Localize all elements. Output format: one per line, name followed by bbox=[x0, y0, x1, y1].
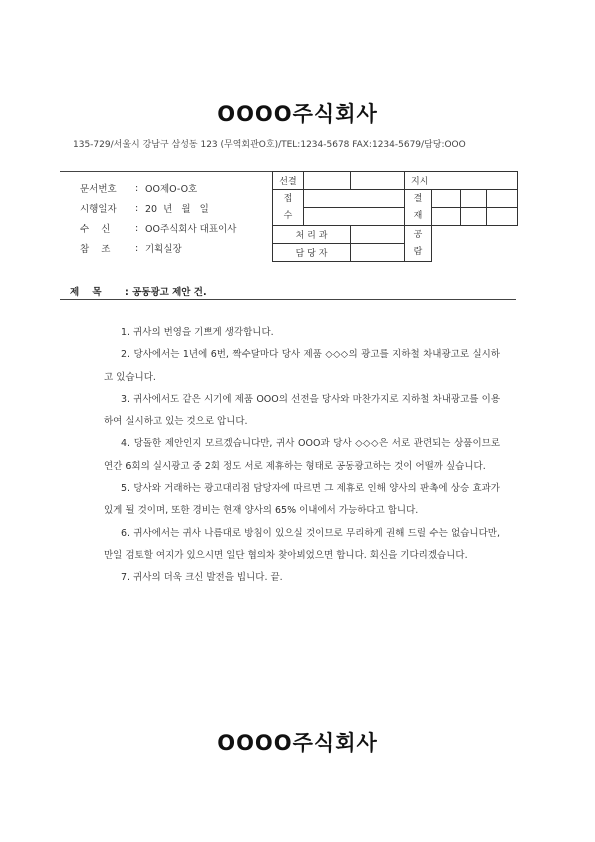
body-paragraph: 6. 귀사에서는 귀사 나름대로 방침이 있으실 것이므로 무리하게 권해 드릴 수는 없습니다만, 만일 검토할 여지가 있으시면 일단 협의차 찾아뵈었으면 합니다. 회신을 기다리겠습니다. bbox=[104, 527, 500, 561]
approval-cell bbox=[351, 226, 405, 244]
approval-cell bbox=[304, 208, 405, 226]
meta-label: 시행일자 bbox=[80, 204, 117, 215]
meta-label: 문서번호 bbox=[80, 184, 117, 195]
meta-row-issue-date bbox=[80, 198, 236, 218]
approval-seongyeol: 선결 bbox=[273, 172, 304, 190]
meta-separator: : bbox=[135, 242, 139, 254]
approval-cell bbox=[487, 190, 518, 208]
body-paragraph: 5. 당사와 거래하는 광고대리점 담당자에 따르면 그 제휴로 인해 양사의 판촉에 상승 효과가 있게 될 것이며, 또한 경비는 현재 양사의 65% 이내에서 가능하다고 합니다. bbox=[104, 483, 500, 517]
approval-siji: 지시 bbox=[405, 172, 518, 190]
approval-gongram bbox=[405, 226, 432, 262]
meta-row-recipient bbox=[80, 218, 236, 238]
approval-cell bbox=[304, 172, 351, 190]
approval-cell bbox=[432, 208, 461, 226]
approval-cell bbox=[432, 244, 518, 262]
meta-separator: : bbox=[135, 202, 139, 214]
subject-separator: : bbox=[125, 287, 133, 298]
body-paragraph: 1. 귀사의 번영을 기쁘게 생각합니다. bbox=[121, 327, 274, 338]
approval-cell bbox=[351, 244, 405, 262]
approval-gyeoljae bbox=[405, 190, 432, 226]
approval-jeopsu bbox=[273, 190, 304, 226]
meta-value: 기획실장 bbox=[145, 244, 182, 255]
subject-value: 공동광고 제안 건. bbox=[132, 287, 207, 298]
approval-cell bbox=[432, 190, 461, 208]
body-paragraph: 4. 당돌한 제안인지 모르겠습니다만, 귀사 OOO과 당사 ◇◇◇은 서로 관련되는 상품이므로 연간 6회의 실시광고 중 2회 정도 서로 제휴하는 형태로 공동광고하는 것이 어떨까 싶습니다. bbox=[104, 438, 500, 472]
meta-value: OO제O-O호 bbox=[145, 184, 198, 195]
letter-body bbox=[104, 322, 500, 590]
document-meta bbox=[80, 178, 236, 258]
approval-cell bbox=[461, 190, 487, 208]
footer-company: OOOO주식회사 bbox=[217, 731, 378, 755]
meta-separator: : bbox=[135, 222, 139, 234]
approval-cheorigwa: 처 리 과 bbox=[273, 226, 351, 244]
subject-label: 제 목 bbox=[70, 287, 102, 298]
meta-value: OO주식회사 대표이사 bbox=[145, 224, 237, 235]
meta-separator: : bbox=[135, 182, 139, 194]
company-address: 135-729/서울시 강남구 삼성동 123 (무역회관O호)/TEL:1234-5678 FAX:1234-5679/담당:OOO bbox=[73, 140, 466, 150]
approval-cell bbox=[461, 208, 487, 226]
approval-jeop: 접 bbox=[283, 193, 293, 204]
meta-label: 참 조 bbox=[80, 244, 111, 255]
approval-gyeol: 결 bbox=[413, 193, 423, 204]
approval-cell bbox=[487, 208, 518, 226]
meta-row-reference bbox=[80, 238, 236, 258]
meta-value: 20 년 월 일 bbox=[145, 204, 209, 215]
approval-damdangja: 담 당 자 bbox=[273, 244, 351, 262]
approval-table bbox=[272, 171, 518, 262]
approval-cell bbox=[304, 190, 405, 208]
approval-cell bbox=[351, 172, 405, 190]
body-paragraph: 2. 당사에서는 1년에 6번, 짝수달마다 당사 제품 ◇◇◇의 광고를 지하철 차내광고로 실시하고 있습니다. bbox=[104, 349, 500, 383]
company-title: OOOO주식회사 bbox=[217, 102, 378, 126]
approval-gong: 공 bbox=[413, 229, 423, 240]
approval-jae: 재 bbox=[413, 210, 423, 221]
approval-cell bbox=[432, 226, 518, 244]
meta-label: 수 신 bbox=[80, 224, 111, 235]
meta-row-doc-number bbox=[80, 178, 236, 198]
approval-ram: 람 bbox=[413, 246, 423, 257]
divider-subject bbox=[60, 299, 516, 300]
body-paragraph: 7. 귀사의 더욱 크신 발전을 빕니다. 끝. bbox=[121, 572, 283, 584]
subject-line bbox=[70, 284, 207, 298]
approval-su: 수 bbox=[283, 210, 293, 221]
body-paragraph: 3. 귀사에서도 같은 시기에 제품 OOO의 선전을 당사와 마찬가지로 지하철 차내광고를 이용하여 실시하고 있는 것으로 압니다. bbox=[104, 393, 500, 428]
